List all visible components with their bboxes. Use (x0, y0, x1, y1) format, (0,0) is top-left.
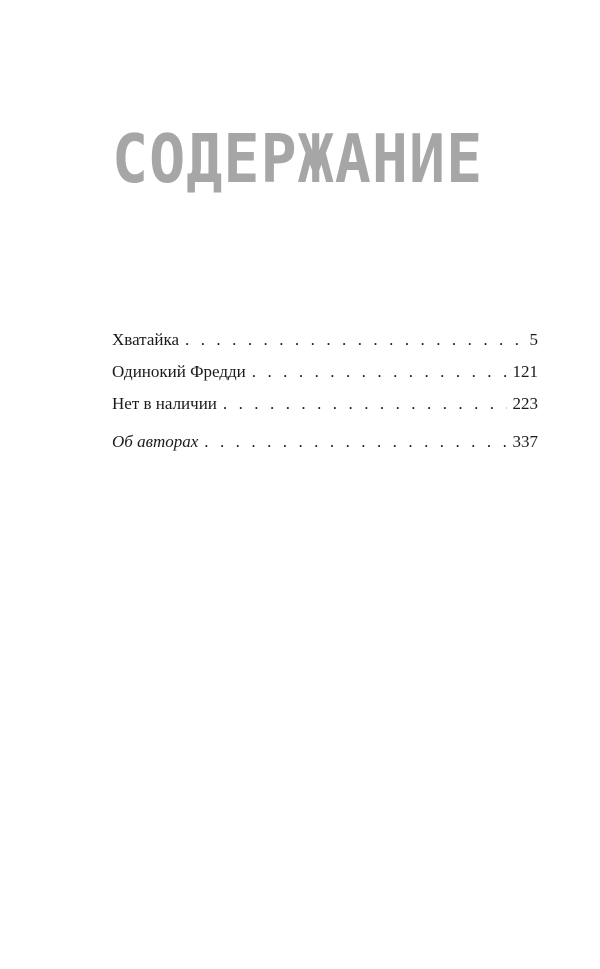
dot-leader (204, 426, 506, 458)
toc-entry-title: Одинокий Фредди (112, 362, 246, 381)
dot-leader (252, 356, 507, 388)
toc-entry (112, 356, 538, 388)
dot-leader (185, 324, 523, 356)
toc-entry (112, 324, 538, 356)
dot-leader (223, 388, 507, 420)
toc-entry-page: 337 (512, 432, 538, 451)
toc-entry-title: Хватайка (112, 330, 180, 349)
table-of-contents (112, 324, 538, 458)
toc-entry-page: 121 (512, 362, 538, 381)
page-title: СОДЕРЖАНИЕ (112, 120, 484, 199)
toc-entry (112, 388, 538, 420)
toc-entry-title: Нет в наличии (112, 394, 217, 413)
toc-entry-title: Об авторах (112, 432, 199, 451)
toc-entry-page: 223 (512, 394, 538, 413)
toc-entry-page: 5 (529, 330, 538, 349)
toc-entry-about-authors (112, 426, 538, 458)
